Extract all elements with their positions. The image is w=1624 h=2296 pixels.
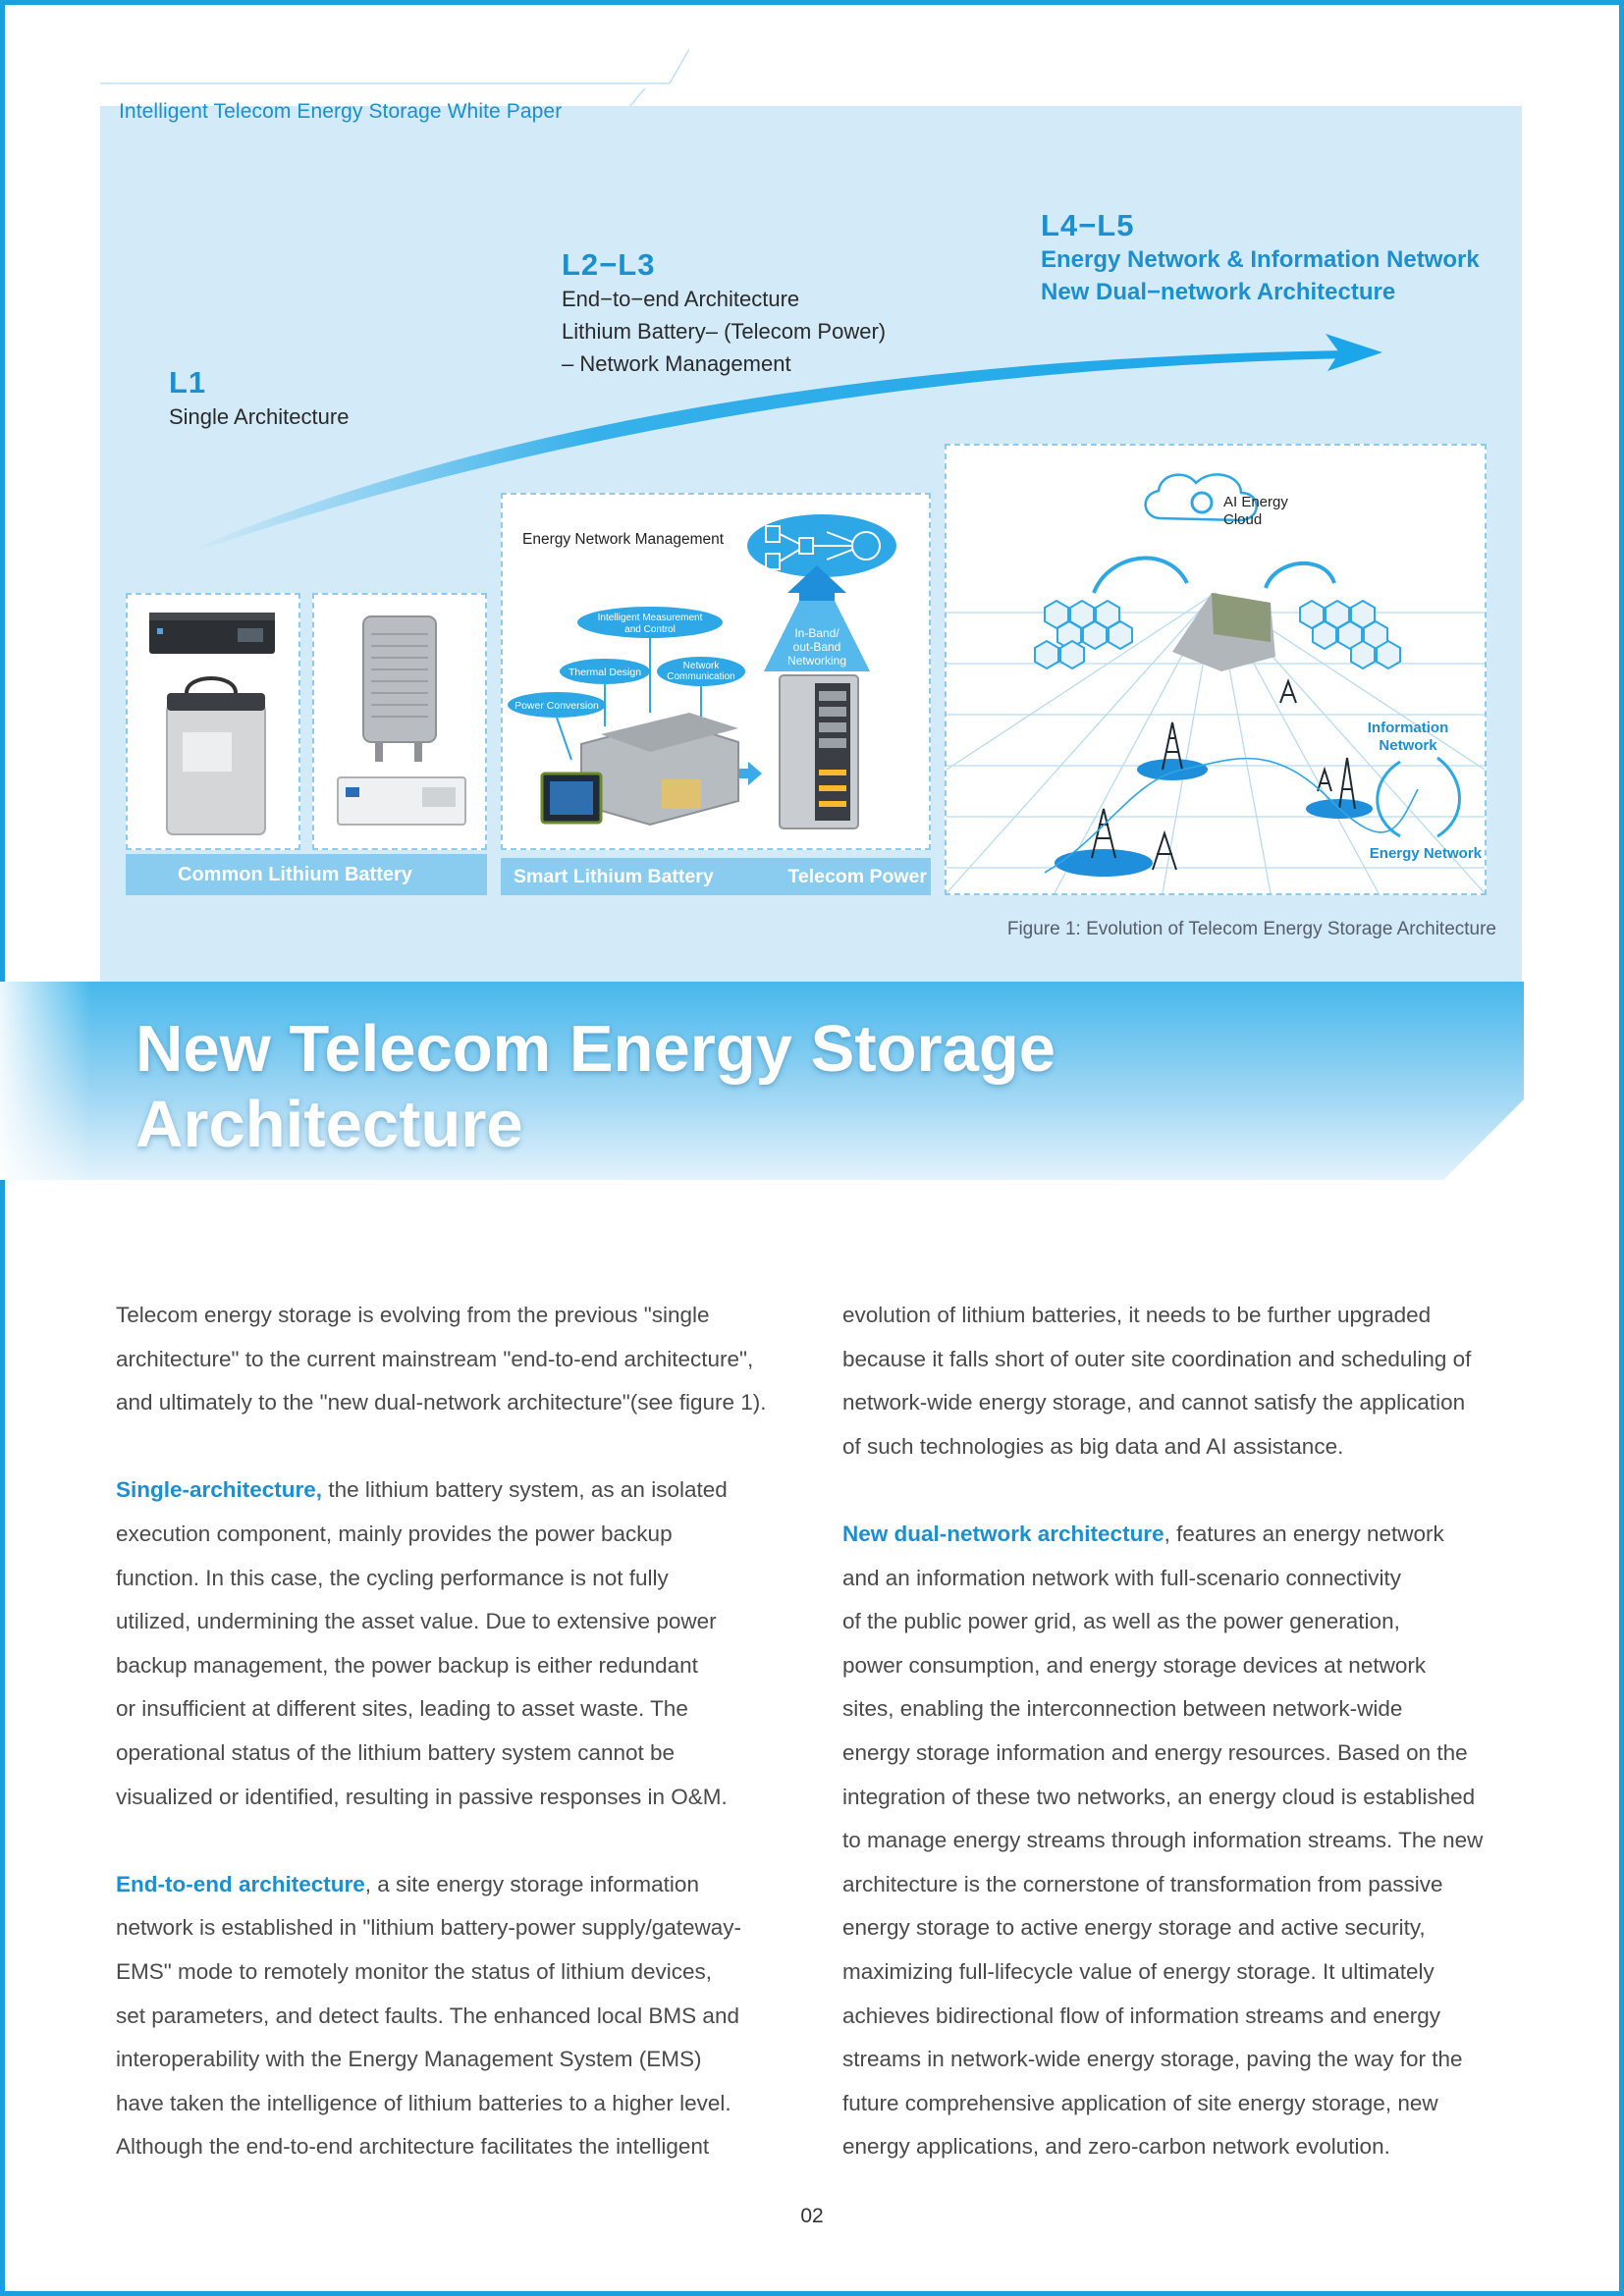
level-description: End−to−end Architecture [562, 287, 800, 311]
text-line: execution component, mainly provides the power backup [116, 1521, 673, 1546]
text-line: maximizing full-lifecycle value of energy storage. It ultimately [842, 1958, 1435, 1984]
continuation-paragraph [842, 1294, 1530, 1468]
text-line: utilized, undermining the asset value. Due to extensive power [116, 1609, 717, 1634]
text-line [116, 1863, 803, 1907]
smart-battery-diagram [503, 495, 929, 848]
networking-label-1: In-Band/ [794, 626, 839, 640]
page-title [135, 1011, 1056, 1162]
power-conversion-label: Power Conversion [514, 700, 599, 712]
networking-label-2: out-Band [792, 640, 841, 654]
thermal-design-label: Thermal Design [568, 667, 642, 678]
text-line: and an information network with full-scenario connectivity [842, 1565, 1402, 1590]
intro-paragraph [116, 1294, 803, 1425]
text-line: of such technologies as big data and AI assistance. [842, 1433, 1344, 1459]
text-line: streams in network-wide energy storage, paving the way for the [842, 2047, 1463, 2072]
end-to-end-term: End-to-end architecture [116, 1871, 365, 1896]
level-description: Energy Network & Information Network [1041, 246, 1480, 273]
text-run: , a site energy storage information [364, 1871, 699, 1896]
text-line: Although the end-to-end architecture facilitates the intelligent [116, 2134, 710, 2160]
panel-common-battery-a [126, 593, 300, 850]
text-line: energy applications, and zero-carbon network evolution. [842, 2134, 1390, 2160]
text-line: power consumption, and energy storage devices at network [842, 1652, 1427, 1678]
text-run: the lithium battery system, as an isolated [322, 1477, 728, 1503]
header-title: Intelligent Telecom Energy Storage White Paper [119, 100, 563, 123]
energy-network-label: Energy Network [1369, 845, 1482, 862]
level-code: L4−L5 [1041, 208, 1135, 242]
measurement-label-1: Intelligent Measurement [597, 613, 703, 623]
text-line: network-wide energy storage, and cannot satisfy the application [842, 1390, 1466, 1415]
energy-network-management-label: Energy Network Management [522, 531, 725, 548]
text-line: network is established in "lithium battery-power supply/gateway- [116, 1915, 742, 1941]
text-line: Telecom energy storage is evolving from the previous "single [116, 1303, 710, 1327]
text-line: architecture" to the current mainstream "end-to-end architecture", [116, 1346, 754, 1371]
figure-caption: Figure 1: Evolution of Telecom Energy Storage Architecture [1006, 919, 1496, 939]
battery-rack-icon [128, 595, 298, 848]
text-line: because it falls short of outer site coordination and scheduling of [842, 1346, 1472, 1371]
telecom-power-label: Telecom Power [787, 866, 927, 887]
level-description: Lithium Battery– (Telecom Power) [562, 319, 887, 344]
panel-dual-network [945, 444, 1487, 895]
text-line: visualized or identified, resulting in passive responses in O&M. [116, 1784, 728, 1809]
dual-network-diagram [947, 446, 1485, 893]
text-line: interoperability with the Energy Management System (EMS) [116, 2047, 702, 2072]
panel-common-battery-b [312, 593, 487, 850]
level-l4-l5 [1041, 208, 1480, 308]
end-to-end-paragraph [116, 1863, 803, 2169]
text-line: of the public power grid, as well as the power generation, [842, 1609, 1400, 1634]
single-architecture-paragraph [116, 1468, 803, 1819]
common-lithium-label: Common Lithium Battery [126, 854, 487, 895]
level-code: L1 [169, 365, 207, 400]
battery-module-icon [314, 595, 485, 848]
dual-network-term: New dual-network architecture [842, 1521, 1164, 1546]
body-column-right [842, 1294, 1530, 2169]
text-line: and ultimately to the "new dual-network architecture"(see figure 1). [116, 1390, 767, 1415]
networking-label-3: Networking [786, 654, 847, 667]
text-line: evolution of lithium batteries, it needs to be further upgraded [842, 1303, 1432, 1327]
level-code: L2−L3 [562, 247, 656, 282]
text-line: achieves bidirectional flow of information streams and energy [842, 2002, 1441, 2028]
ai-cloud-label-2: Cloud [1223, 511, 1263, 528]
text-line [842, 1513, 1530, 1557]
information-network-label-2: Network [1379, 737, 1437, 754]
network-comm-label-1: Network [682, 661, 720, 671]
text-line: future comprehensive application of site energy storage, new [842, 2090, 1438, 2115]
information-network-label-1: Information [1367, 720, 1449, 736]
single-architecture-term: Single-architecture, [116, 1477, 323, 1503]
text-line: EMS" mode to remotely monitor the status of lithium devices, [116, 1958, 712, 1984]
dual-network-paragraph [842, 1513, 1530, 2169]
text-line: energy storage to active energy storage and active security, [842, 1915, 1426, 1941]
text-line: energy storage information and energy resources. Based on the [842, 1739, 1468, 1765]
level-description: Single Architecture [169, 404, 350, 429]
text-line: integration of these two networks, an energy cloud is established [842, 1784, 1476, 1809]
text-line [116, 1468, 803, 1513]
panel-smart-battery [501, 493, 931, 850]
text-line: operational status of the lithium battery system cannot be [116, 1739, 676, 1765]
page-number: 02 [800, 2205, 824, 2227]
network-comm-label-2: Communication [667, 671, 735, 682]
smart-panel-label-bar [501, 858, 931, 895]
smart-lithium-label: Smart Lithium Battery [514, 866, 714, 887]
measurement-label-2: and Control [624, 624, 676, 635]
text-line: set parameters, and detect faults. The enhanced local BMS and [116, 2002, 739, 2028]
level-description: – Network Management [562, 351, 791, 376]
ai-cloud-label-1: AI Energy [1223, 494, 1288, 510]
text-line: backup management, the power backup is either redundant [116, 1652, 698, 1678]
text-run: , features an energy network [1164, 1521, 1444, 1546]
page-title-line-2: Architecture [135, 1088, 523, 1161]
text-line: sites, enabling the interconnection between network-wide [842, 1696, 1403, 1722]
text-line: to manage energy streams through information streams. The new [842, 1828, 1484, 1853]
page-title-line-1: New Telecom Energy Storage [135, 1012, 1056, 1086]
body-column-left [116, 1294, 803, 2169]
level-description: New Dual−network Architecture [1041, 279, 1396, 305]
text-line: or insufficient at different sites, leading to asset waste. The [116, 1696, 688, 1722]
text-line: function. In this case, the cycling performance is not fully [116, 1565, 669, 1590]
text-line: have taken the intelligence of lithium batteries to a higher level. [116, 2090, 731, 2115]
text-line: architecture is the cornerstone of transformation from passive [842, 1871, 1443, 1896]
